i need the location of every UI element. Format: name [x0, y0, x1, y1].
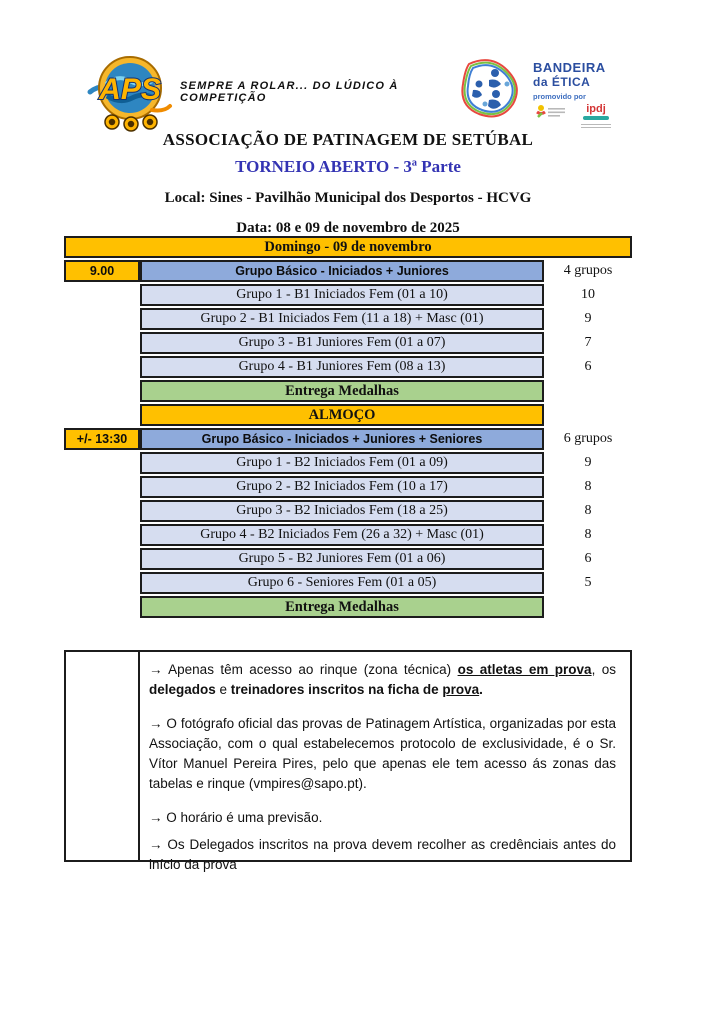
event-date: Data: 08 e 09 de novembro de 2025 — [236, 220, 460, 236]
group-count: 8 — [584, 527, 592, 542]
session1-title-cell: Grupo Básico - Iniciados + Juniores — [140, 260, 544, 282]
bandeira-title-line1: BANDEIRA — [533, 60, 606, 75]
schedule-table — [64, 236, 632, 620]
group-label: Grupo 2 - B1 Iniciados Fem (11 a 18) + Masc (01) — [140, 308, 544, 330]
group-label: Grupo 5 - B2 Juniores Fem (01 a 06) — [140, 548, 544, 570]
note-access-rule: → Apenas têm acesso ao rinque (zona técnica) os atletas em prova, os delegados e treinadores inscritos na ficha de prova. — [149, 662, 616, 698]
tournament-title: TORNEIO ABERTO - 3ª Parte — [235, 157, 461, 176]
group-label: Grupo 4 - B1 Juniores Fem (08 a 13) — [140, 356, 544, 378]
session1-time-cell: 9.00 — [64, 260, 140, 282]
group-row — [64, 524, 632, 546]
medals-row — [64, 596, 632, 618]
group-label: Grupo 1 - B2 Iniciados Fem (01 a 09) — [140, 452, 544, 474]
group-label: Grupo 3 - B1 Juniores Fem (01 a 07) — [140, 332, 544, 354]
group-label: Grupo 3 - B2 Iniciados Fem (18 a 25) — [140, 500, 544, 522]
group-row — [64, 500, 632, 522]
lunch-row — [64, 404, 632, 426]
ipdj-wave-icon — [583, 116, 609, 120]
bandeira-etica-logo — [455, 56, 611, 128]
group-row — [64, 332, 632, 354]
notes-empty-column — [66, 652, 140, 860]
note-schedule-estimate: → O horário é uma previsão. — [149, 809, 323, 825]
ipdj-logo — [581, 104, 611, 128]
session2-title-cell: Grupo Básico - Iniciados + Juniores + Seniores — [140, 428, 544, 450]
document-titles — [64, 130, 632, 237]
notes-box — [64, 650, 632, 872]
group-count: 9 — [584, 455, 592, 470]
session2-header-row — [64, 428, 632, 450]
group-row — [64, 548, 632, 570]
group-count: 9 — [584, 311, 592, 326]
session2-groups-count: 6 grupos — [563, 431, 613, 446]
group-label: Grupo 2 - B2 Iniciados Fem (10 a 17) — [140, 476, 544, 498]
note-delegates-credentials: → Os Delegados inscritos na prova devem recolher as credênciais antes do início da prova — [149, 836, 616, 872]
day-header-row — [64, 236, 632, 258]
club-slogan: SEMPRE A ROLAR... DO LÚDICO À COMPETIÇÃO — [180, 80, 399, 104]
group-label: Grupo 1 - B1 Iniciados Fem (01 a 10) — [140, 284, 544, 306]
header-logo-band — [0, 52, 724, 136]
group-count: 7 — [584, 335, 592, 350]
bandeira-title-line2: da ÉTICA — [533, 75, 591, 89]
session2-time-cell: +/- 13:30 — [64, 428, 140, 450]
event-location: Local: Sines - Pavilhão Municipal dos Desportos - HCVG — [164, 190, 532, 206]
group-count: 6 — [584, 551, 592, 566]
group-count: 5 — [584, 575, 592, 590]
group-row — [64, 284, 632, 306]
pned-logo-icon — [533, 104, 567, 122]
ipdj-small-text-lines — [581, 122, 611, 128]
group-count: 10 — [581, 287, 595, 302]
ipdj-logo-text: ipdj — [586, 103, 606, 115]
aps-club-logo-icon — [86, 54, 174, 134]
svg-text:APS: APS — [99, 73, 161, 106]
medals-cell: Entrega Medalhas — [140, 596, 544, 618]
group-row — [64, 452, 632, 474]
group-row — [64, 356, 632, 378]
notes-text-column — [140, 652, 630, 872]
lunch-cell: ALMOÇO — [140, 404, 544, 426]
medals-row — [64, 380, 632, 402]
group-count: 8 — [584, 503, 592, 518]
bandeira-promoted-by: promovido por — [533, 92, 586, 101]
group-count: 8 — [584, 479, 592, 494]
group-row — [64, 476, 632, 498]
day-header-cell: Domingo - 09 de novembro — [64, 236, 632, 258]
group-count: 6 — [584, 359, 592, 374]
group-label: Grupo 6 - Seniores Fem (01 a 05) — [140, 572, 544, 594]
group-row — [64, 308, 632, 330]
group-label: Grupo 4 - B2 Iniciados Fem (26 a 32) + Masc (01) — [140, 524, 544, 546]
medals-cell: Entrega Medalhas — [140, 380, 544, 402]
organization-title: ASSOCIAÇÃO DE PATINAGEM DE SETÚBAL — [162, 130, 534, 149]
session1-groups-count: 4 grupos — [563, 263, 613, 278]
group-row — [64, 572, 632, 594]
bandeira-etica-triangle-icon — [455, 56, 527, 122]
session1-header-row — [64, 260, 632, 282]
note-photographer: → O fotógrafo oficial das provas de Patinagem Artística, organizadas por esta Associação, com o qual estabelecemos protocolo de exclusividade, é o Sr. Vítor Manuel Pereira Pires, pelo que apenas ele tem acesso ás zonas das tabelas e rinque (vmpires@sapo.pt). — [149, 715, 616, 792]
